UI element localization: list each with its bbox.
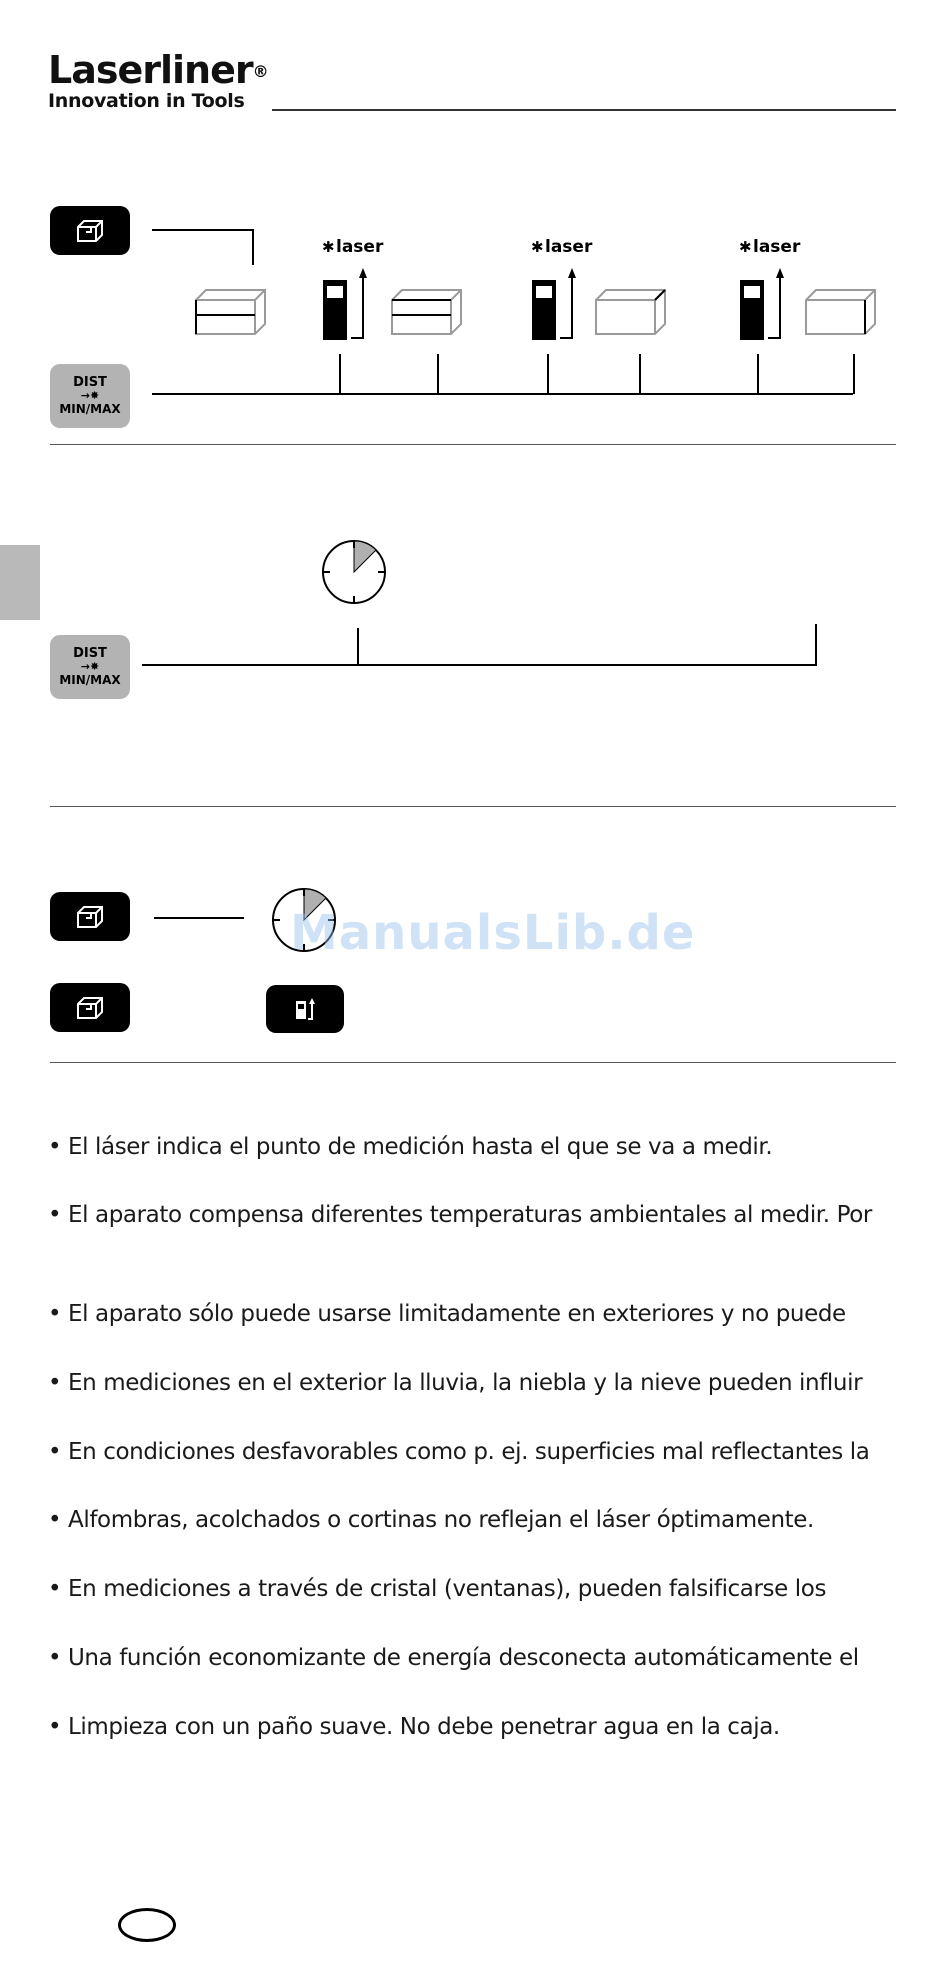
dist-minmax-button-2[interactable]: [50, 635, 130, 699]
laser-device-1: [323, 268, 367, 340]
list-item: • Alfombras, acolchados o cortinas no reflejan el láser óptimamente.: [48, 1507, 814, 1533]
area-key-button-3[interactable]: [50, 983, 130, 1032]
area-cube-icon: [75, 218, 105, 244]
laser-label-1: laser: [336, 237, 384, 257]
laser-star-2: ✱: [531, 238, 544, 256]
brand-name: Laserliner®: [48, 48, 269, 92]
laser-label-3: laser: [753, 237, 801, 257]
clock-icon-1: [320, 538, 388, 606]
brand-logo: [48, 50, 269, 112]
dist-label: DIST: [73, 646, 107, 661]
laser-device-2: [532, 268, 576, 340]
dist-minmax-button-1[interactable]: [50, 364, 130, 428]
section-divider-1: [50, 444, 896, 445]
list-item: • Limpieza con un paño suave. No debe penetrar agua en la caja.: [48, 1714, 780, 1740]
brand-tagline: Innovation in Tools: [48, 90, 245, 112]
list-item: • El aparato compensa diferentes temperaturas ambientales al medir. Por: [48, 1202, 872, 1228]
laser-device-3: [740, 268, 784, 340]
list-item: • Una función economizante de energía desconecta automáticamente el: [48, 1645, 859, 1671]
list-item: • En condiciones desfavorables como p. ej. superficies mal reflectantes la: [48, 1439, 870, 1465]
room-cube-1: [196, 290, 265, 334]
device-measure-button[interactable]: [266, 985, 344, 1033]
list-item: • En mediciones en el exterior la lluvia, la niebla y la nieve pueden influir: [48, 1370, 863, 1396]
room-cube-4: [806, 290, 875, 334]
section-divider-3: [50, 1062, 896, 1063]
language-badge: [118, 1908, 176, 1942]
laser-arrow-icon: →✸: [80, 389, 100, 402]
area-measurement-diagram: [140, 220, 900, 400]
room-cube-3: [596, 290, 665, 334]
room-cube-2: [392, 290, 461, 334]
laser-label-2: laser: [545, 237, 593, 257]
section-divider-2: [50, 806, 896, 807]
dist-label: DIST: [73, 375, 107, 390]
list-item: • El láser indica el punto de medición hasta el que se va a medir.: [48, 1134, 773, 1160]
minmax-timeline: [140, 620, 830, 680]
side-tab: [0, 545, 40, 620]
minmax-label: MIN/MAX: [59, 673, 121, 687]
laser-star-1: ✱: [322, 238, 335, 256]
area-key-button-2[interactable]: [50, 892, 130, 941]
area-cube-icon: [75, 995, 105, 1021]
watermark: ManualsLib.de: [290, 905, 696, 961]
laser-arrow-icon: →✸: [80, 660, 100, 673]
laser-star-3: ✱: [739, 238, 752, 256]
laser-device-icon: [291, 995, 319, 1023]
list-item: • En mediciones a través de cristal (ventanas), pueden falsificarse los: [48, 1576, 827, 1602]
minmax-label: MIN/MAX: [59, 402, 121, 416]
header-rule: [272, 109, 896, 111]
list-item: • El aparato sólo puede usarse limitadamente en exteriores y no puede: [48, 1301, 846, 1327]
connector-line: [154, 917, 244, 919]
area-cube-icon: [75, 904, 105, 930]
area-key-button[interactable]: [50, 206, 130, 255]
